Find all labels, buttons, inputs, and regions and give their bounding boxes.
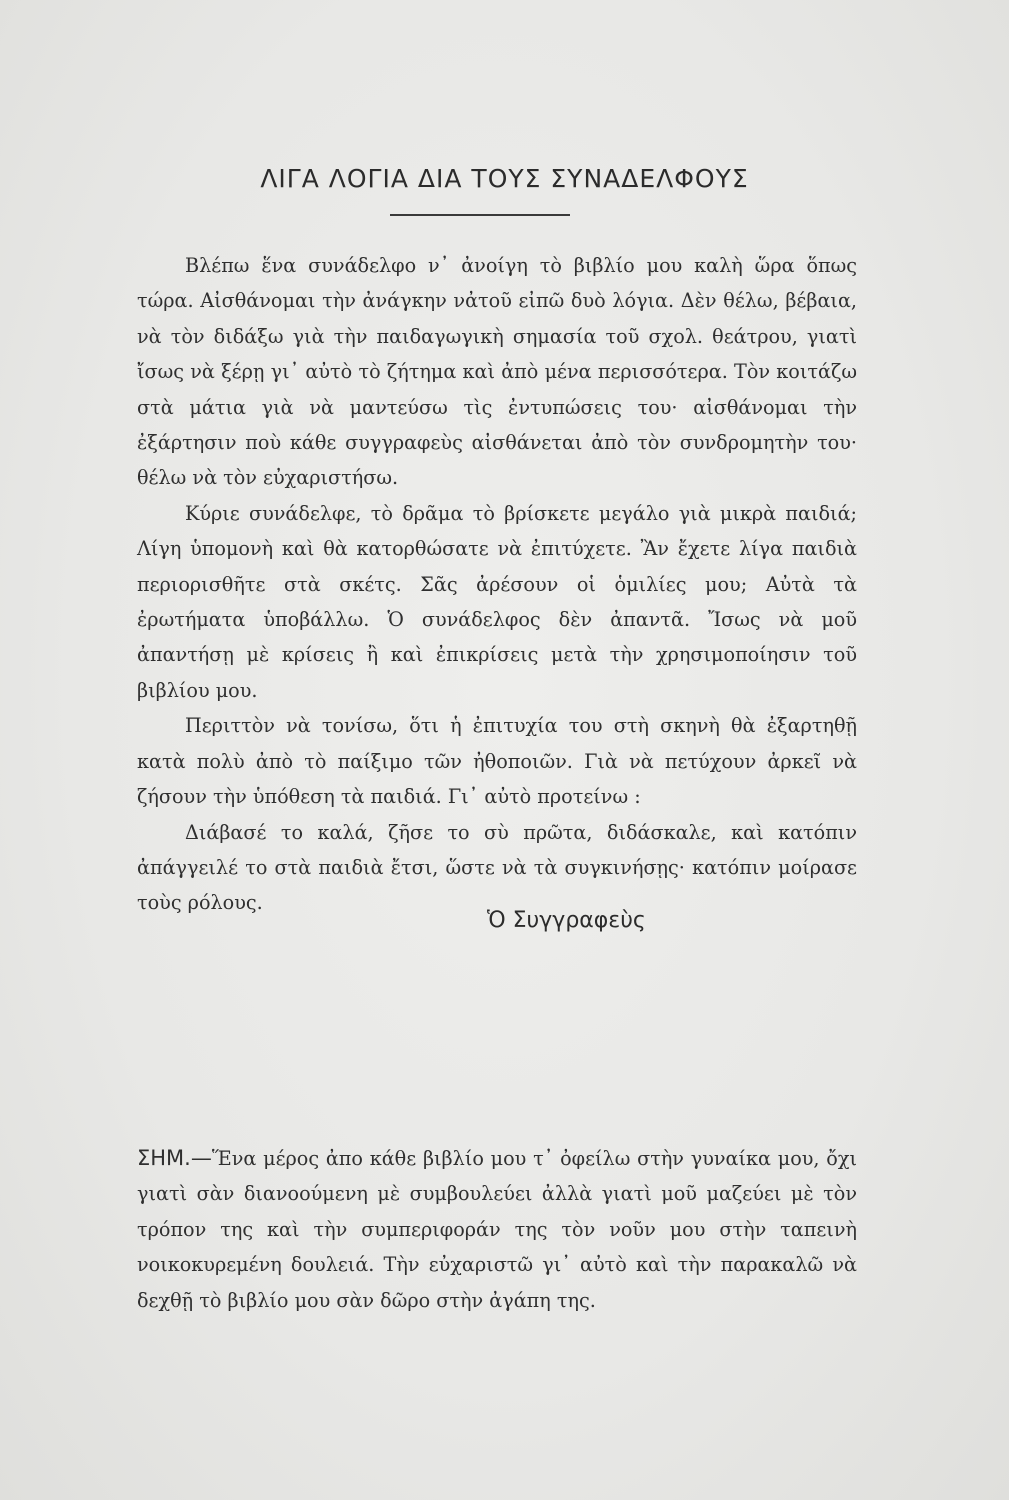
author-signature: Ὁ Συγγραφεὺς <box>487 908 646 933</box>
footnote-text: Ἕνα μέρος ἀπο κάθε βιβλίο μου τ᾽ ὀφείλω στὴν γυναίκα μου, ὄχι γιατὶ σὰν διανοούμενη μὲ συμβουλεύει ἀλλὰ γιατὶ μοῦ μαζεύει μὲ τὸν τρόπον της καὶ τὴν συμπεριφοράν της τὸν νοῦν μου στὴν ταπεινὴ νοικοκυρεμένη δουλειά. Τὴν εὐχαριστῶ γι᾽ αὐτὸ καὶ τὴν παρακαλῶ νὰ δεχθῇ τὸ βιβλίο μου σὰν δῶρο στὴν ἀγάπη της. <box>137 1147 857 1312</box>
footnote-label: ΣΗΜ.— <box>137 1146 212 1170</box>
footnote <box>137 1141 857 1318</box>
page-heading: ΛΙΓΑ ΛΟΓΙΑ ΔΙΑ ΤΟΥΣ ΣΥΝΑΔΕΛΦΟΥΣ <box>260 164 749 193</box>
paragraph-1: Βλέπω ἕνα συνάδελφο ν᾽ ἀνοίγη τὸ βιβλίο μου καλὴ ὥρα ὅπως τώρα. Αἰσθάνομαι τὴν ἀνάγκην νἀτοῦ εἰπῶ δυὸ λόγια. Δὲν θέλω, βέβαια, νὰ τὸν διδάξω γιὰ τὴν παιδαγωγικὴ σημασία τοῦ σχολ. θεάτρου, γιατὶ ἴσως νὰ ξέρῃ γι᾽ αὐτὸ τὸ ζήτημα καὶ ἀπὸ μένα περισσότερα. Τὸν κοιτάζω στὰ μάτια γιὰ νὰ μαντεύσω τὶς ἐντυπώσεις του· αἰσθάνομαι τὴν ἐξάρτησιν ποὺ κάθε συγγραφεὺς αἰσθάνεται ἀπὸ τὸν συνδρομητὴν του· θέλω νὰ τὸν εὐχαριστήσω. <box>137 254 857 490</box>
paragraph-2: Κύριε συνάδελφε, τὸ δρᾶμα τὸ βρίσκετε μεγάλο γιὰ μικρὰ παιδιά; Λίγη ὑπομονὴ καὶ θὰ κατορθώσατε νὰ ἐπιτύχετε. Ἂν ἔχετε λίγα παιδιὰ περιορισθῆτε στὰ σκέτς. Σᾶς ἀρέσουν οἱ ὁμιλίες μου; Αὐτὰ τὰ ἐρωτήματα ὑποβάλλω. Ὁ συνάδελφος δὲν ἀπαντᾶ. Ἴσως νὰ μοῦ ἀπαντήσῃ μὲ κρίσεις ἢ καὶ ἐπικρίσεις μετὰ τὴν χρησιμοποίησιν τοῦ βιβλίου μου. <box>137 501 857 702</box>
heading-rule <box>390 214 570 216</box>
paragraph-4: Διάβασέ το καλά, ζῆσε το σὺ πρῶτα, διδάσκαλε, καὶ κατόπιν ἀπάγγειλέ το στὰ παιδιὰ ἔτσι, ὥστε νὰ τὰ συγκινήσῃς· κατόπιν μοίρασε τοὺς ρόλους. <box>137 820 857 915</box>
paragraph-3: Περιττὸν νὰ τονίσω, ὅτι ἡ ἐπιτυχία του στὴ σκηνὴ θὰ ἐξαρτηθῇ κατὰ πολὺ ἀπὸ τὸ παίξιμο τῶν ἠθοποιῶν. Γιὰ νὰ πετύχουν ἀρκεῖ νὰ ζήσουν τὴν ὑπόθεση τὰ παιδιά. Γι᾽ αὐτὸ προτείνω : <box>137 714 857 809</box>
body-text <box>137 248 857 921</box>
